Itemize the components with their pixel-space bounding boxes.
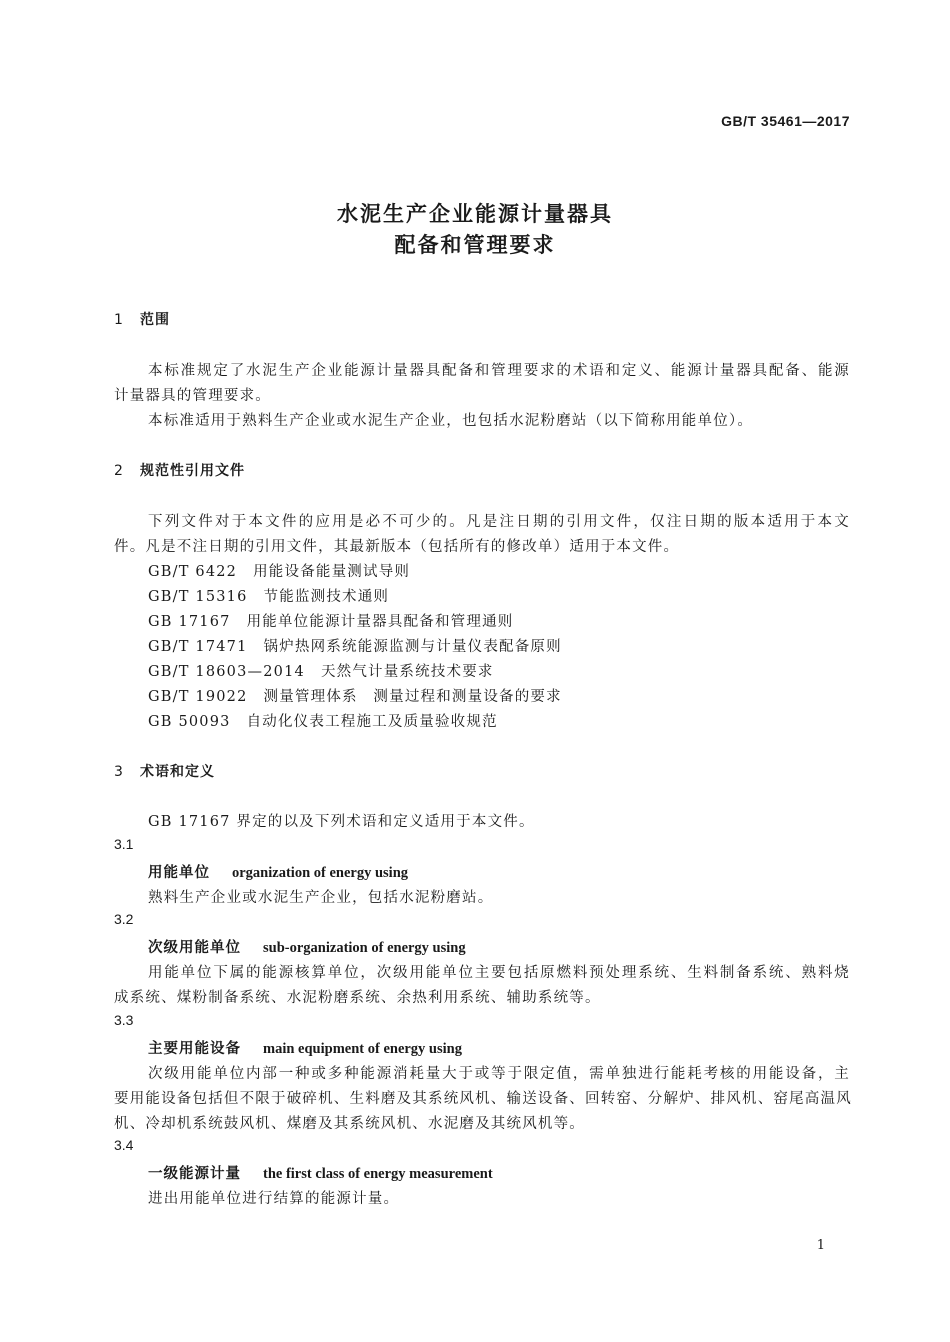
term-zh: 用能单位 [148, 865, 210, 881]
reference-title: 测量管理体系 测量过程和测量设备的要求 [263, 689, 562, 705]
term-definition-line: 熟料生产企业或水泥生产企业，包括水泥粉磨站。 [148, 890, 494, 906]
reference-item [148, 560, 850, 581]
section-number: 1 [114, 312, 124, 328]
reference-title: 用能单位能源计量器具配备和管理通则 [246, 614, 514, 630]
section-3-heading [114, 761, 215, 781]
clause-number: 3.1 [114, 836, 134, 852]
term-en: sub-organization of energy using [263, 940, 466, 956]
standard-number: GB/T 35461—2017 [721, 113, 850, 129]
reference-code: GB 17167 [148, 614, 231, 630]
reference-item [148, 610, 850, 631]
section-number: 3 [114, 764, 124, 780]
document-title-line-1: 水泥生产企业能源计量器具 [337, 202, 613, 226]
term-definition-line: 成系统、煤粉制备系统、水泥粉磨系统、余热利用系统、辅助系统等。 [114, 990, 601, 1006]
section-title: 范围 [140, 312, 170, 328]
scope-paragraph-1-line-1: 本标准规定了水泥生产企业能源计量器具配备和管理要求的术语和定义、能源计量器具配备、能源 [148, 363, 850, 379]
reference-title: 节能监测技术通则 [263, 589, 390, 605]
references-intro-line-1: 下列文件对于本文件的应用是必不可少的。凡是注日期的引用文件，仅注日期的版本适用于本文 [148, 514, 850, 530]
reference-code: GB/T 6422 [148, 564, 238, 580]
term-definition-line: 进出用能单位进行结算的能源计量。 [148, 1191, 400, 1207]
reference-code: GB/T 17471 [148, 639, 248, 655]
reference-title: 自动化仪表工程施工及质量验收规范 [246, 714, 498, 730]
clause-number: 3.2 [114, 911, 134, 927]
term-en: the first class of energy measurement [263, 1166, 493, 1182]
page-number: 1 [816, 1238, 825, 1253]
reference-item [148, 710, 850, 731]
reference-code: GB/T 18603—2014 [148, 664, 305, 680]
reference-item [148, 585, 850, 606]
term-heading [148, 936, 466, 957]
reference-item [148, 685, 850, 706]
clause-number: 3.3 [114, 1012, 134, 1028]
scope-paragraph-2: 本标准适用于熟料生产企业或水泥生产企业，也包括水泥粉磨站（以下简称用能单位）。 [148, 413, 754, 429]
section-1-heading [114, 309, 170, 329]
term-heading [148, 861, 408, 882]
reference-title: 天然气计量系统技术要求 [320, 664, 494, 680]
scope-paragraph-1-line-2: 计量器具的管理要求。 [114, 388, 271, 404]
term-heading [148, 1037, 462, 1058]
term-definition-line: 要用能设备包括但不限于破碎机、生料磨及其系统风机、输送设备、回转窑、分解炉、排风机、窑尾高温风 [114, 1091, 852, 1107]
term-definition-line: 机、冷却机系统鼓风机、煤磨及其系统风机、水泥磨及其统风机等。 [114, 1116, 585, 1132]
section-title: 术语和定义 [140, 764, 215, 780]
document-title-line-2: 配备和管理要求 [394, 233, 556, 257]
term-definition-line: 次级用能单位内部一种或多种能源消耗量大于或等于限定值，需单独进行能耗考核的用能设备，主 [148, 1066, 850, 1082]
terms-intro: GB 17167 界定的以及下列术语和定义适用于本文件。 [148, 814, 535, 830]
term-en: organization of energy using [232, 865, 409, 881]
reference-item [148, 660, 850, 681]
section-number: 2 [114, 463, 124, 479]
references-intro-line-2: 件。凡是不注日期的引用文件，其最新版本（包括所有的修改单）适用于本文件。 [114, 539, 680, 555]
reference-item [148, 635, 850, 656]
term-definition-line: 用能单位下属的能源核算单位，次级用能单位主要包括原燃料预处理系统、生料制备系统、熟料烧 [148, 965, 850, 981]
clause-number: 3.4 [114, 1137, 134, 1153]
reference-code: GB/T 19022 [148, 689, 248, 705]
term-heading [148, 1162, 493, 1183]
reference-code: GB 50093 [148, 714, 231, 730]
reference-title: 用能设备能量测试导则 [253, 564, 411, 580]
term-en: main equipment of energy using [263, 1041, 462, 1057]
reference-code: GB/T 15316 [148, 589, 248, 605]
reference-title: 锅炉热网系统能源监测与计量仪表配备原则 [263, 639, 562, 655]
term-zh: 次级用能单位 [148, 940, 241, 956]
section-title: 规范性引用文件 [140, 463, 245, 479]
term-zh: 一级能源计量 [148, 1166, 241, 1182]
section-2-heading [114, 460, 245, 480]
term-zh: 主要用能设备 [148, 1041, 241, 1057]
